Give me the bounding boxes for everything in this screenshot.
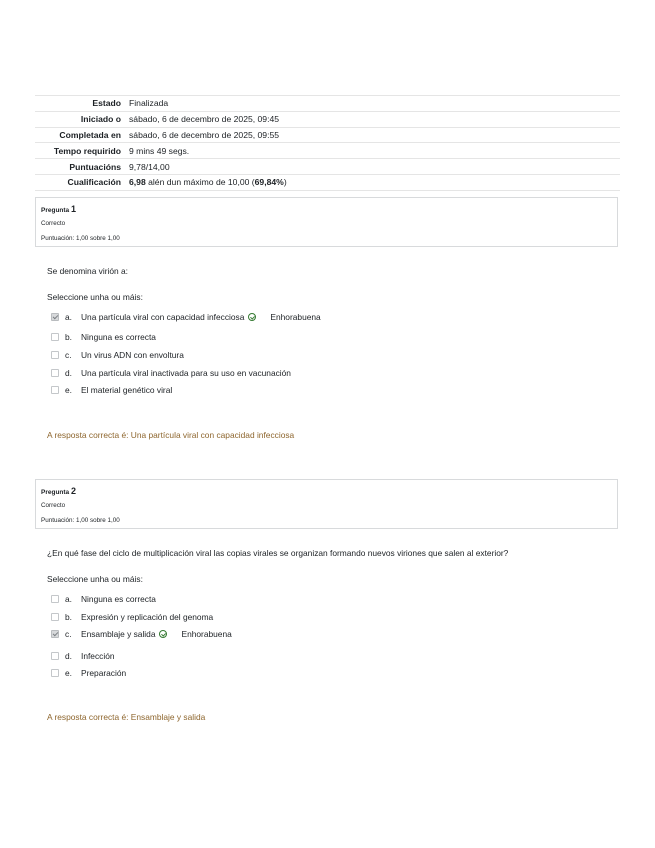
question-state: Correcto xyxy=(41,220,66,227)
summary-row-started xyxy=(35,111,620,127)
summary-row-completed xyxy=(35,127,620,143)
question-2-text: ¿En qué fase del ciclo de multiplicación viral las copias virales se organizan formando nuevos viriones que salen al exterior? xyxy=(47,548,509,558)
answer-text: Preparación xyxy=(81,668,127,678)
summary-row-marks xyxy=(35,159,620,175)
answer-feedback: Enhorabuena xyxy=(270,312,321,322)
answer-letter: d. xyxy=(65,368,72,378)
checkbox[interactable] xyxy=(51,369,59,377)
summary-label: Tempo requirido xyxy=(35,143,129,159)
summary-row-grade xyxy=(35,174,620,190)
summary-value: sábado, 6 de decembro de 2025, 09:45 xyxy=(129,111,620,127)
checkbox[interactable] xyxy=(51,652,59,660)
answer-text: Una partícula viral con capacidad infecciosa xyxy=(81,312,245,322)
question-1-answer-e[interactable] xyxy=(51,384,172,396)
summary-value: Finalizada xyxy=(129,96,620,112)
checkbox[interactable] xyxy=(51,595,59,603)
answer-text: Una partícula viral inactivada para su uso en vacunación xyxy=(81,368,291,378)
question-number: 1 xyxy=(70,204,76,214)
answer-text: Ensamblaje y salida xyxy=(81,629,156,639)
summary-value: sábado, 6 de decembro de 2025, 09:55 xyxy=(129,127,620,143)
answer-letter: a. xyxy=(65,312,72,322)
correct-check-icon xyxy=(248,313,256,321)
question-title-label: Pregunta xyxy=(41,207,70,214)
answer-letter: b. xyxy=(65,612,72,622)
question-2-answer-d[interactable] xyxy=(51,650,115,662)
answer-text: Ninguna es correcta xyxy=(81,332,156,342)
summary-label: Iniciado o xyxy=(35,111,129,127)
checkbox[interactable] xyxy=(51,386,59,394)
summary-row-state xyxy=(35,96,620,112)
question-2-answer-e[interactable] xyxy=(51,667,126,679)
question-1-right-answer: A resposta correcta é: Una partícula viral con capacidad infecciosa xyxy=(47,430,295,440)
answer-text: Infección xyxy=(81,651,115,661)
question-state: Correcto xyxy=(41,502,66,509)
answer-letter: c. xyxy=(65,629,72,639)
answer-feedback: Enhorabuena xyxy=(181,629,232,639)
answer-text: Expresión y replicación del genoma xyxy=(81,612,214,622)
question-2-info-box xyxy=(35,479,618,529)
checkbox[interactable] xyxy=(51,630,59,638)
question-title xyxy=(41,204,76,214)
answer-letter: c. xyxy=(65,350,72,360)
correct-check-icon xyxy=(159,630,167,638)
question-title-label: Pregunta xyxy=(41,489,70,496)
answer-text: Ninguna es correcta xyxy=(81,594,156,604)
question-2-answer-a[interactable] xyxy=(51,593,156,605)
summary-value: 9 mins 49 segs. xyxy=(129,143,620,159)
question-1-answer-a[interactable] xyxy=(51,311,321,323)
question-title xyxy=(41,486,76,496)
summary-grade-value xyxy=(129,174,620,190)
question-2-answer-b[interactable] xyxy=(51,611,213,623)
answer-letter: b. xyxy=(65,332,72,342)
answer-text: Un virus ADN con envoltura xyxy=(81,350,184,360)
question-1-answer-d[interactable] xyxy=(51,367,291,379)
summary-row-time xyxy=(35,143,620,159)
answer-letter: e. xyxy=(65,385,72,395)
question-number: 2 xyxy=(70,486,76,496)
checkbox[interactable] xyxy=(51,351,59,359)
question-2-right-answer: A resposta correcta é: Ensamblaje y salida xyxy=(47,712,206,722)
checkbox[interactable] xyxy=(51,613,59,621)
summary-label: Completada en xyxy=(35,127,129,143)
answer-letter: d. xyxy=(65,651,72,661)
grade-end: ) xyxy=(283,177,287,188)
question-1-answer-c[interactable] xyxy=(51,349,184,361)
summary-label: Puntuacións xyxy=(35,159,129,175)
question-grade: Puntuación: 1,00 sobre 1,00 xyxy=(41,517,120,524)
question-grade: Puntuación: 1,00 sobre 1,00 xyxy=(41,235,120,242)
summary-label: Estado xyxy=(35,96,129,112)
checkbox[interactable] xyxy=(51,669,59,677)
answer-letter: a. xyxy=(65,594,72,604)
answer-letter: e. xyxy=(65,668,72,678)
checkbox[interactable] xyxy=(51,333,59,341)
attempt-summary-table xyxy=(35,95,620,191)
question-1-answer-b[interactable] xyxy=(51,331,156,343)
question-2-prompt: Seleccione unha ou máis: xyxy=(47,574,143,584)
grade-score: 6,98 xyxy=(129,177,146,188)
grade-percent: 69,84% xyxy=(254,177,284,188)
question-2-answer-c[interactable] xyxy=(51,628,232,640)
question-1-info-box xyxy=(35,197,618,247)
checkbox[interactable] xyxy=(51,313,59,321)
grade-middle: alén dun máximo de 10,00 ( xyxy=(145,177,255,188)
answer-text: El material genético viral xyxy=(81,385,173,395)
summary-label: Cualificación xyxy=(35,174,129,190)
question-1-prompt: Seleccione unha ou máis: xyxy=(47,292,143,302)
summary-value: 9,78/14,00 xyxy=(129,159,620,175)
question-1-text: Se denomina virión a: xyxy=(47,266,129,276)
